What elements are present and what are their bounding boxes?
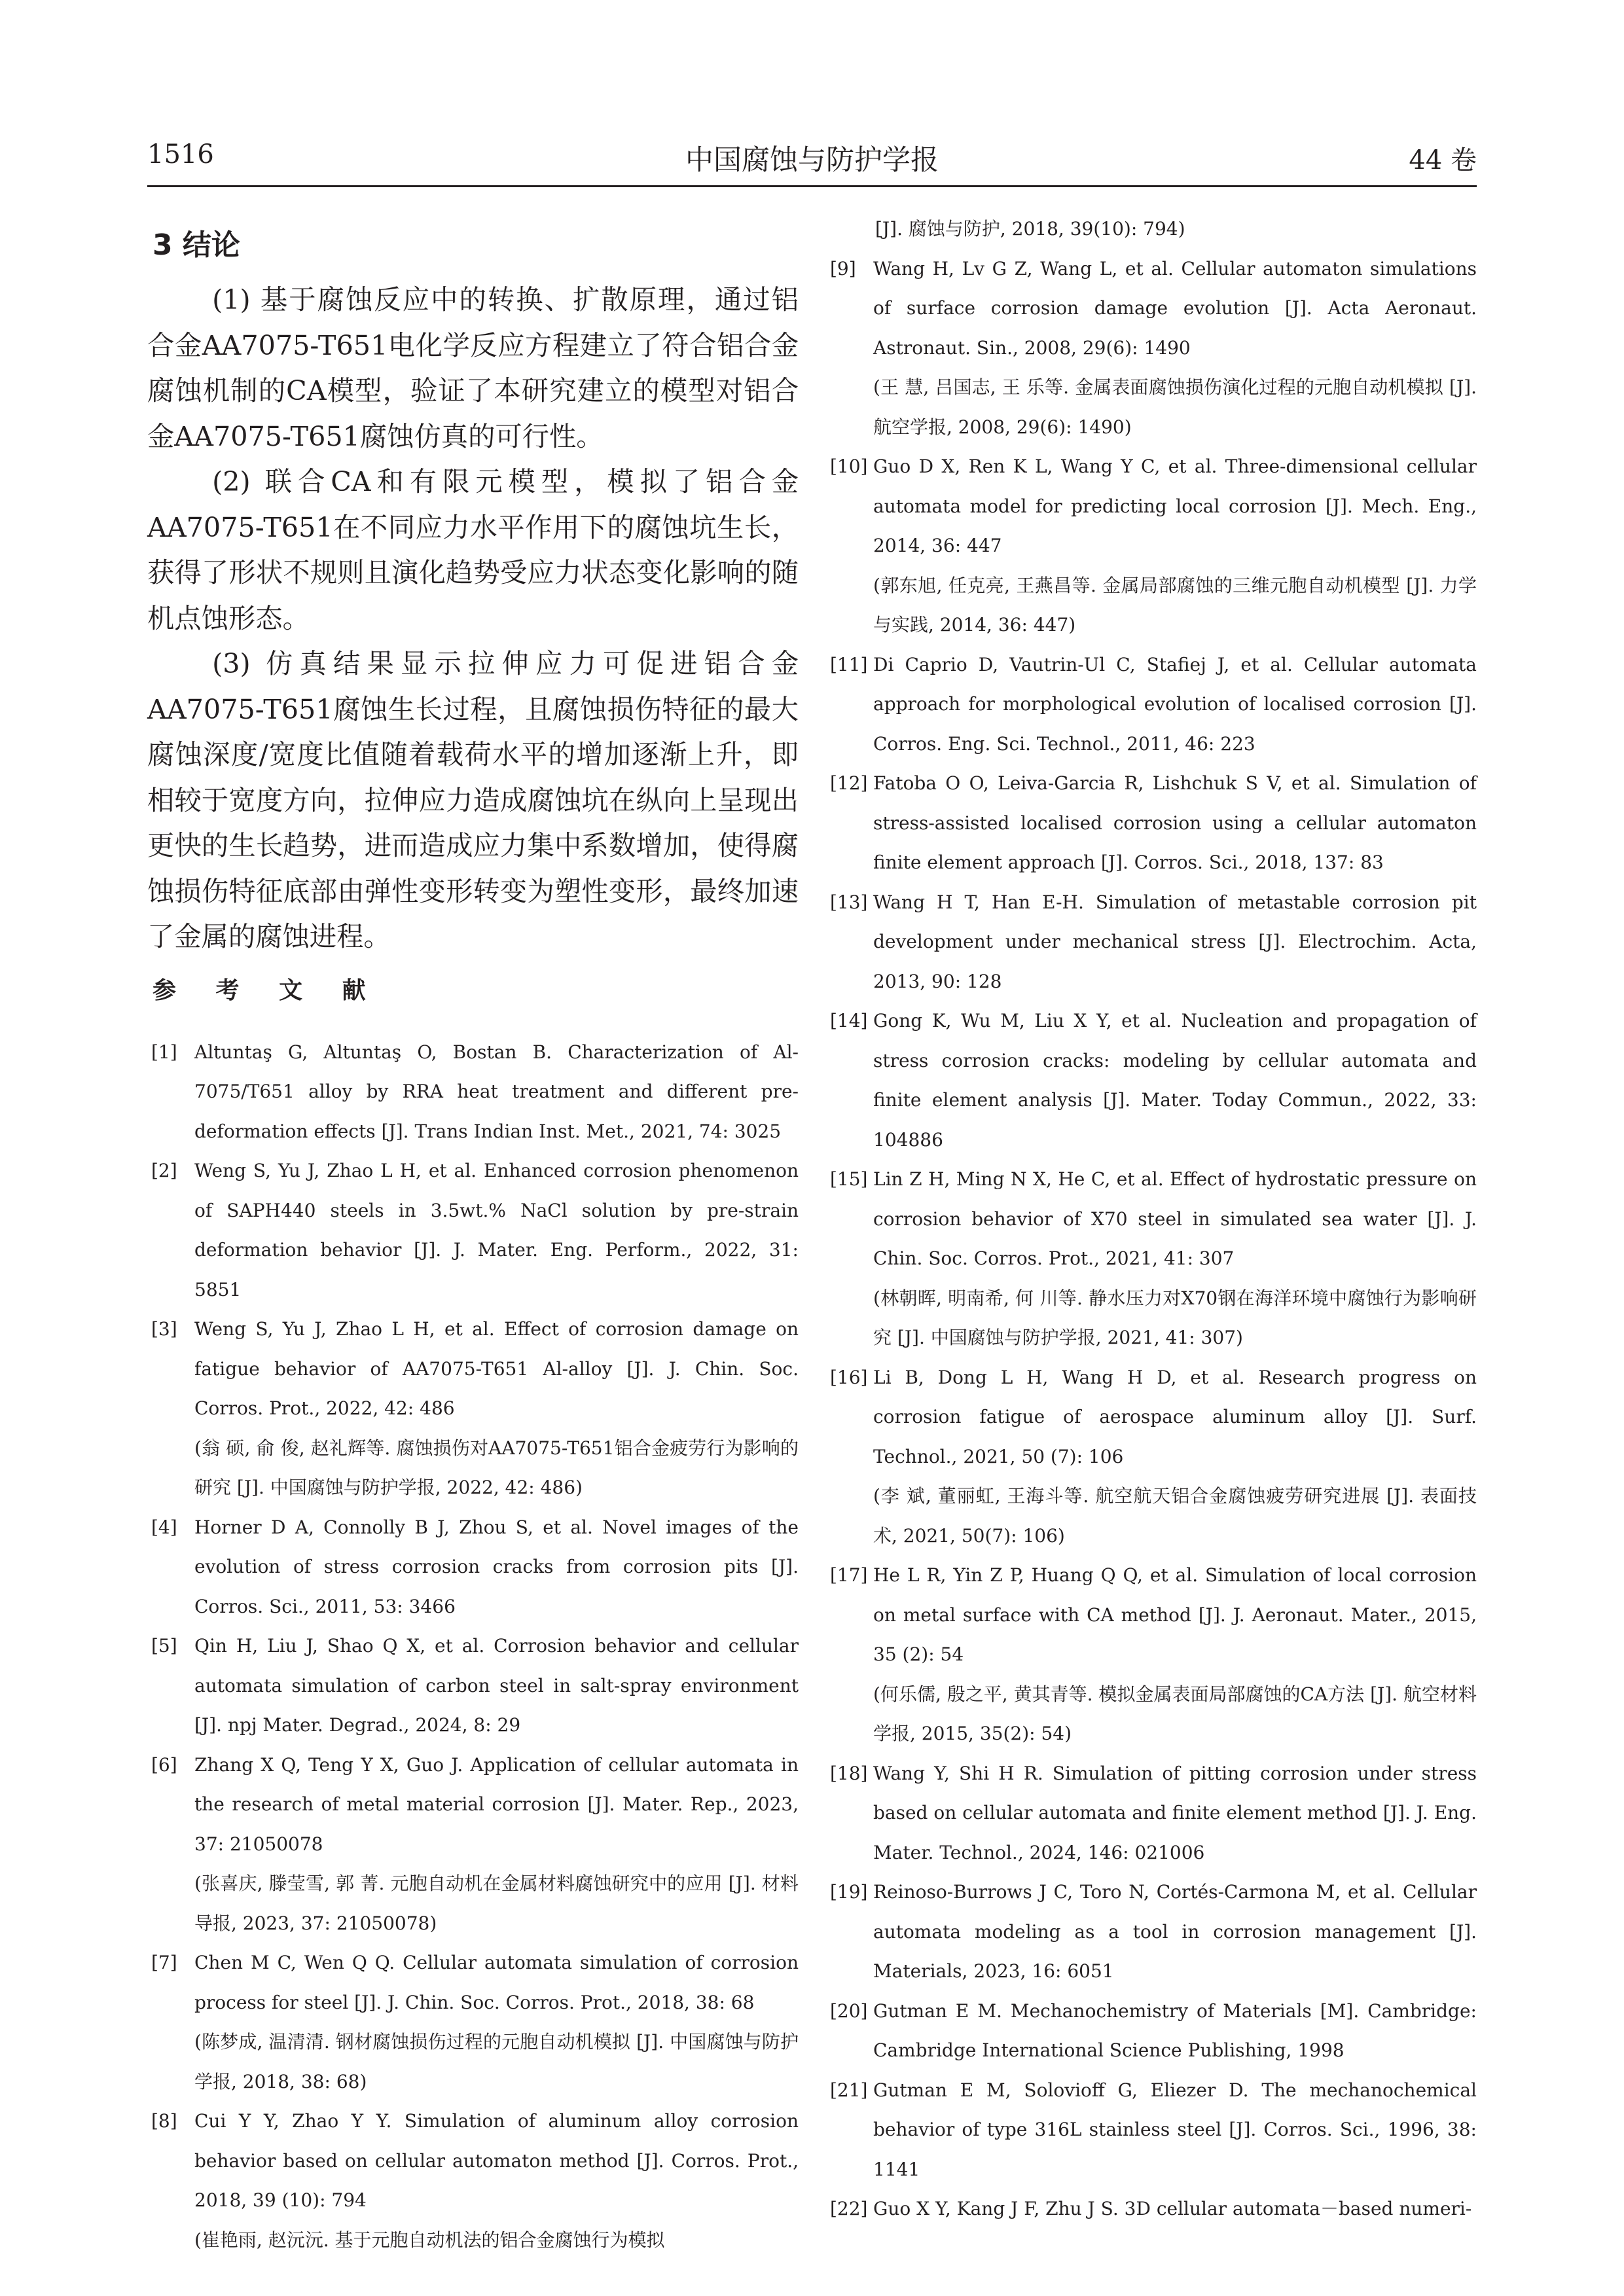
reference-number: [9] xyxy=(830,257,856,279)
reference-item xyxy=(826,1992,1477,2071)
reference-body xyxy=(873,764,1477,883)
reference-text: Lin Z H, Ming N X, He C, et al. Effect of hydrostatic pressure on corrosion behavior of X70 steel in simulated sea water [J]. J. Chin. Soc. Corros. Prot., 2021, 41: 307 xyxy=(873,1168,1477,1269)
reference-text: Gong K, Wu M, Liu X Y, et al. Nucleation and propagation of stress corrosion cracks: modeling by cellular automata and finite element analysis [J]. Mater. Today Commun., 2022, 33: 104886 xyxy=(873,1010,1477,1151)
header-rule xyxy=(147,185,1477,187)
reference-text: Gutman E M. Mechanochemistry of Materials [M]. Cambridge: Cambridge International Science Publishing, 1998 xyxy=(873,2000,1477,2061)
reference-item xyxy=(147,1943,799,2102)
reference-chinese-text: (张喜庆, 滕莹雪, 郭 菁. 元胞自动机在金属材料腐蚀研究中的应用 [J]. 材料导报, 2023, 37: 21050078) xyxy=(194,1873,799,1934)
reference-text: Guo X Y, Kang J F, Zhu J S. 3D cellular automata－based numeri- xyxy=(873,2198,1472,2219)
reference-text: Qin H, Liu J, Shao Q X, et al. Corrosion behavior and cellular automata simulation of carbon steel in salt-spray environment [J]. npj Mater. Degrad., 2024, 8: 29 xyxy=(194,1635,799,1736)
reference-item xyxy=(147,2102,799,2260)
journal-title: 中国腐蚀与防护学报 xyxy=(685,144,939,177)
reference-body xyxy=(873,1160,1477,1358)
reference-chinese-text: (王 慧, 吕国志, 王 乐等. 金属表面腐蚀损伤演化过程的元胞自动机模拟 [J]. 航空学报, 2008, 29(6): 1490) xyxy=(873,376,1477,438)
reference-item xyxy=(147,1626,799,1746)
reference-text: Li B, Dong L H, Wang H D, et al. Research progress on corrosion fatigue of aerospace aluminum alloy [J]. Surf. Technol., 2021, 50 (7): 106 xyxy=(873,1366,1477,1467)
volume-label: 44 卷 xyxy=(1409,145,1477,175)
reference-text: Wang Y, Shi H R. Simulation of pitting corrosion under stress based on cellular automata and finite element method [J]. J. Eng. Mater. Technol., 2024, 146: 021006 xyxy=(873,1762,1477,1863)
running-header xyxy=(147,134,1477,187)
references-title: 参 考 文 献 xyxy=(153,977,382,1004)
reference-body xyxy=(194,1033,799,1152)
reference-item xyxy=(147,1033,799,1152)
reference-number: [13] xyxy=(830,891,868,913)
conclusion-paragraph-2: (2) 联合CA和有限元模型，模拟了铝合金AA7075-T651在不同应力水平作用下的腐蚀坑生长，获得了形状不规则且演化趋势受应力状态变化影响的随机点蚀形态。 xyxy=(147,466,799,634)
reference-item xyxy=(826,2189,1477,2229)
reference-number: [4] xyxy=(151,1516,177,1538)
reference-number: [22] xyxy=(830,2198,868,2219)
right-column xyxy=(826,209,1477,2229)
reference-text: Horner D A, Connolly B J, Zhou S, et al. Novel images of the evolution of stress corrosion cracks from corrosion pits [J]. Corros. Sci., 2011, 53: 3466 xyxy=(194,1516,799,1617)
reference-body xyxy=(873,1873,1477,1992)
reference-text: He L R, Yin Z P, Huang Q Q, et al. Simulation of local corrosion on metal surface with CA method [J]. J. Aeronaut. Mater., 2015, 35 (2): 54 xyxy=(873,1564,1477,1665)
reference-text: Weng S, Yu J, Zhao L H, et al. Effect of corrosion damage on fatigue behavior of AA7075-T651 Al-alloy [J]. J. Chin. Soc. Corros. Prot., 2022, 42: 486 xyxy=(194,1318,799,1419)
reference-number: [5] xyxy=(151,1635,177,1657)
reference-text: Zhang X Q, Teng Y X, Guo J. Application of cellular automata in the research of metal material corrosion [J]. Mater. Rep., 2023, 37: 21050078 xyxy=(194,1753,799,1855)
reference-body xyxy=(873,1556,1477,1754)
left-column xyxy=(147,209,799,2260)
reference-body xyxy=(873,1001,1477,1160)
reference-number: [11] xyxy=(830,653,868,675)
reference-body xyxy=(873,1358,1477,1556)
reference-chinese-text: (何乐儒, 殷之平, 黄其青等. 模拟金属表面局部腐蚀的CA方法 [J]. 航空材料学报, 2015, 35(2): 54) xyxy=(873,1683,1477,1744)
reference-number: [14] xyxy=(830,1010,868,1031)
reference-item xyxy=(826,2071,1477,2190)
reference-number: [17] xyxy=(830,1564,868,1586)
reference-item xyxy=(826,883,1477,1002)
reference-chinese-text: (崔艳雨, 赵沅沅. 基于元胞自动机法的铝合金腐蚀行为模拟 xyxy=(194,2229,665,2251)
reference-number: [10] xyxy=(830,456,868,477)
conclusion-paragraph-3: (3) 仿真结果显示拉伸应力可促进铝合金AA7075-T651腐蚀生长过程，且腐蚀损伤特征的最大腐蚀深度/宽度比值随着载荷水平的增加逐渐上升，即相较于宽度方向，拉伸应力造成腐蚀坑在纵向上呈现出更快的生长趋势，进而造成应力集中系数增加，使得腐蚀损伤特征底部由弹性变形转变为塑性变形，最终加速了金属的腐蚀进程。 xyxy=(147,648,799,952)
reference-number: [20] xyxy=(830,2000,868,2022)
reference-item xyxy=(826,764,1477,883)
reference-body xyxy=(194,1626,799,1746)
reference-number: [18] xyxy=(830,1762,868,1784)
reference-item xyxy=(826,1160,1477,1358)
reference-chinese-text: (林朝晖, 明南希, 何 川等. 静水压力对X70钢在海洋环境中腐蚀行为影响研究 [J]. 中国腐蚀与防护学报, 2021, 41: 307) xyxy=(873,1287,1477,1348)
reference-body xyxy=(194,1746,799,1944)
reference-8-continuation: [J]. 腐蚀与防护, 2018, 39(10): 794) xyxy=(875,218,1185,240)
reference-item xyxy=(826,1358,1477,1556)
reference-number: [8] xyxy=(151,2110,177,2132)
reference-body xyxy=(194,2102,799,2260)
reference-list-left xyxy=(147,1033,799,2261)
reference-item xyxy=(147,1151,799,1310)
page-number: 1516 xyxy=(147,139,214,170)
reference-text: Gutman E M, Solovioff G, Eliezer D. The mechanochemical behavior of type 316L stainless steel [J]. Corros. Sci., 1996, 38: 1141 xyxy=(873,2079,1477,2180)
reference-text: Altuntaş G, Altuntaş O, Bostan B. Characterization of Al-7075/T651 alloy by RRA heat treatment and different pre-deformation effects [J]. Trans Indian Inst. Met., 2021, 74: 3025 xyxy=(194,1041,799,1142)
reference-chinese-text: (翁 硕, 俞 俊, 赵礼辉等. 腐蚀损伤对AA7075-T651铝合金疲劳行为影响的研究 [J]. 中国腐蚀与防护学报, 2022, 42: 486) xyxy=(194,1437,799,1498)
reference-item xyxy=(826,249,1477,448)
reference-number: [3] xyxy=(151,1318,177,1340)
reference-body xyxy=(873,1754,1477,1873)
reference-number: [16] xyxy=(830,1366,868,1388)
reference-number: [19] xyxy=(830,1881,868,1903)
reference-text: Reinoso-Burrows J C, Toro N, Cortés-Carmona M, et al. Cellular automata modeling as a tool in corrosion management [J]. Materials, 2023, 16: 6051 xyxy=(873,1881,1477,1982)
reference-text: Chen M C, Wen Q Q. Cellular automata simulation of corrosion process for steel [J]. J. Chin. Soc. Corros. Prot., 2018, 38: 68 xyxy=(194,1952,799,2013)
reference-text: Wang H, Lv G Z, Wang L, et al. Cellular automaton simulations of surface corrosion damage evolution [J]. Acta Aeronaut. Astronaut. Sin., 2008, 29(6): 1490 xyxy=(873,257,1477,359)
reference-text: Guo D X, Ren K L, Wang Y C, et al. Three-dimensional cellular automata model for predicting local corrosion [J]. Mech. Eng., 2014, 36: 447 xyxy=(873,456,1477,556)
reference-number: [2] xyxy=(151,1160,177,1181)
reference-item xyxy=(826,1001,1477,1160)
reference-item xyxy=(147,1746,799,1944)
reference-body xyxy=(873,447,1477,645)
reference-chinese-text: (郭东旭, 任克亮, 王燕昌等. 金属局部腐蚀的三维元胞自动机模型 [J]. 力学与实践, 2014, 36: 447) xyxy=(873,574,1477,636)
reference-body xyxy=(873,2071,1477,2190)
reference-item xyxy=(147,1310,799,1508)
reference-body xyxy=(194,1151,799,1310)
reference-chinese-text: (李 斌, 董丽虹, 王海斗等. 航空航天铝合金腐蚀疲劳研究进展 [J]. 表面技术, 2021, 50(7): 106) xyxy=(873,1485,1477,1547)
reference-text: Wang H T, Han E-H. Simulation of metastable corrosion pit development under mechanical stress [J]. Electrochim. Acta, 2013, 90: 128 xyxy=(873,891,1477,992)
reference-body xyxy=(873,883,1477,1002)
reference-text: Weng S, Yu J, Zhao L H, et al. Enhanced corrosion phenomenon of SAPH440 steels in 3.5wt.% NaCl solution by pre-strain deformation behavior [J]. J. Mater. Eng. Perform., 2022, 31: 5851 xyxy=(194,1160,799,1300)
reference-number: [6] xyxy=(151,1753,177,1776)
reference-list-right xyxy=(826,249,1477,2229)
reference-item xyxy=(826,1754,1477,1873)
reference-item xyxy=(826,1873,1477,1992)
reference-number: [21] xyxy=(830,2079,868,2101)
reference-text: Di Caprio D, Vautrin-Ul C, Stafiej J, et al. Cellular automata approach for morphological evolution of localised corrosion [J]. Corros. Eng. Sci. Technol., 2011, 46: 223 xyxy=(873,653,1477,755)
reference-item xyxy=(147,1508,799,1627)
section-title: 3 结论 xyxy=(153,228,240,262)
reference-text: Fatoba O O, Leiva-Garcia R, Lishchuk S V, et al. Simulation of stress-assisted localised corrosion using a cellular automaton finite element approach [J]. Corros. Sci., 2018, 137: 83 xyxy=(873,772,1477,873)
reference-number: [15] xyxy=(830,1168,868,1190)
reference-item xyxy=(826,1556,1477,1754)
conclusion-paragraph-1: (1) 基于腐蚀反应中的转换、扩散原理，通过铝合金AA7075-T651电化学反应方程建立了符合铝合金腐蚀机制的CA模型，验证了本研究建立的模型对铝合金AA7075-T651腐蚀仿真的可行性。 xyxy=(147,284,799,452)
reference-body xyxy=(873,645,1477,764)
reference-number: [7] xyxy=(151,1952,177,1973)
reference-number: [1] xyxy=(151,1041,177,1063)
reference-item xyxy=(826,645,1477,764)
reference-item xyxy=(826,447,1477,645)
reference-body xyxy=(194,1943,799,2102)
reference-text: Cui Y Y, Zhao Y Y. Simulation of aluminum alloy corrosion behavior based on cellular automaton method [J]. Corros. Prot., 2018, 39 (10): 794 xyxy=(194,2110,799,2211)
reference-body xyxy=(873,249,1477,448)
reference-chinese-text: (陈梦成, 温清清. 钢材腐蚀损伤过程的元胞自动机模拟 [J]. 中国腐蚀与防护学报, 2018, 38: 68) xyxy=(194,2031,799,2092)
reference-body xyxy=(873,2189,1477,2229)
reference-body xyxy=(873,1992,1477,2071)
reference-body xyxy=(194,1310,799,1508)
reference-number: [12] xyxy=(830,772,868,794)
reference-body xyxy=(194,1508,799,1627)
